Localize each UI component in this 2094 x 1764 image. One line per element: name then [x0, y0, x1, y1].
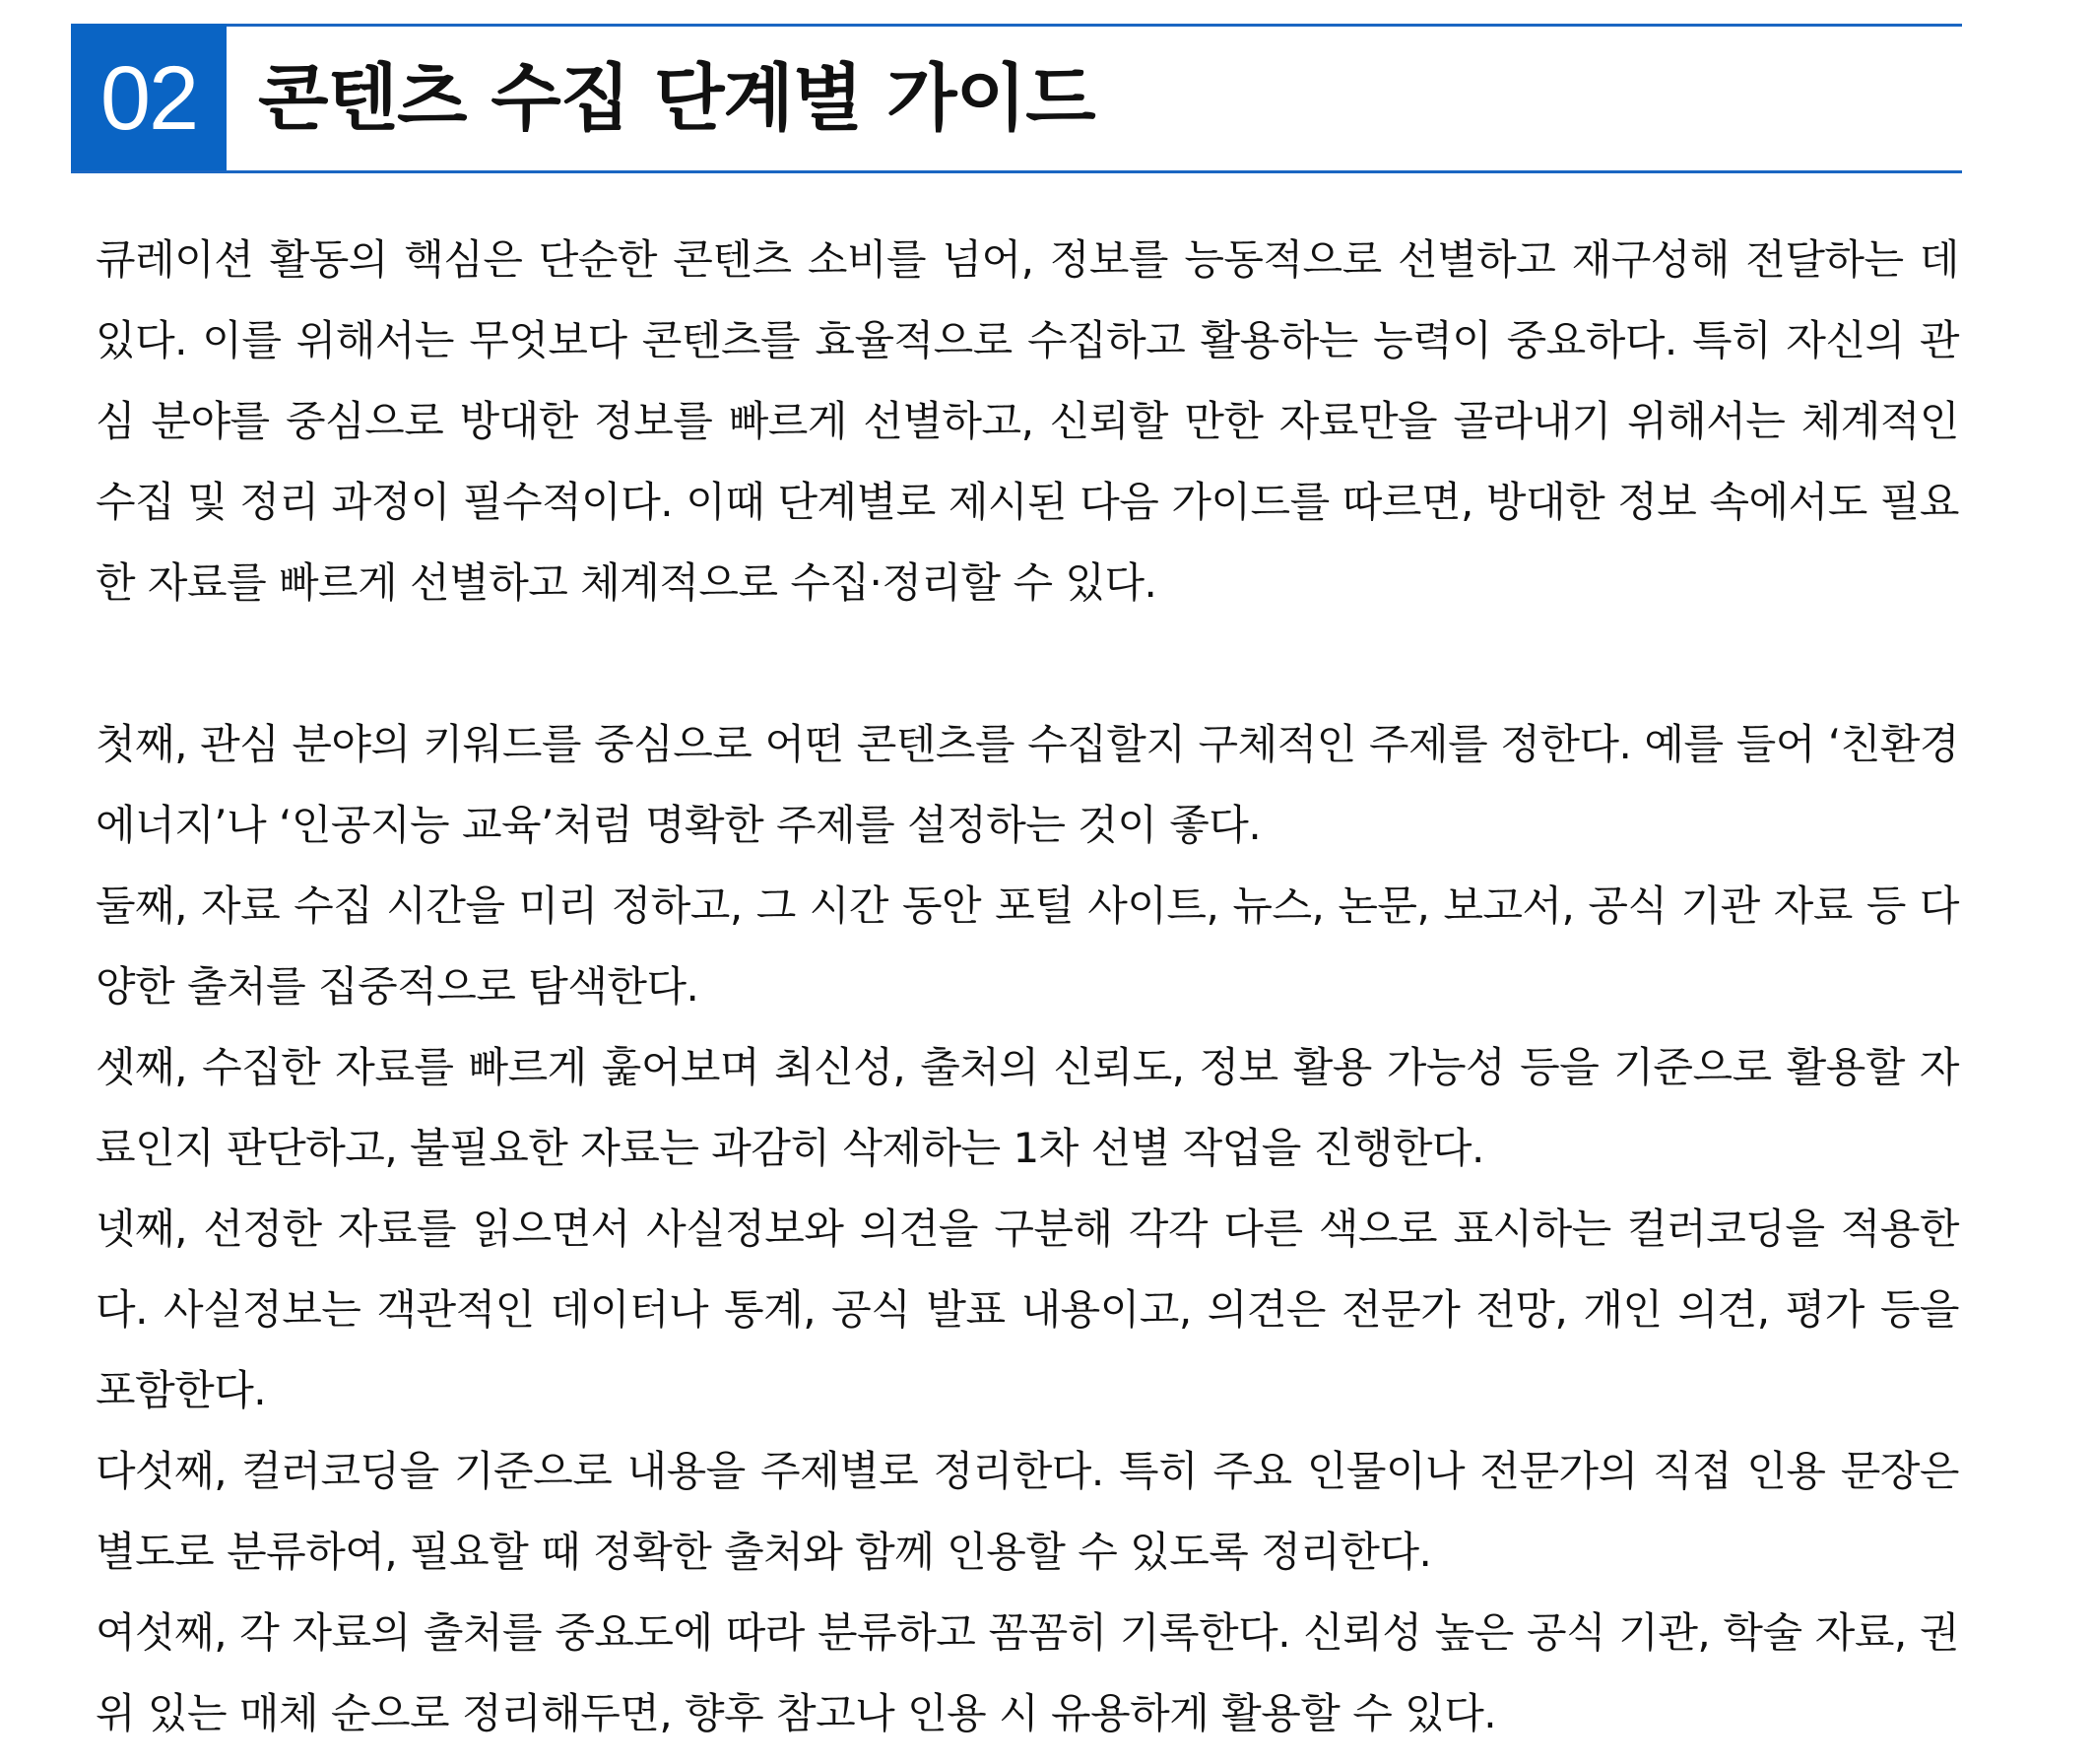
step-paragraph-2: 둘째, 자료 수집 시간을 미리 정하고, 그 시간 동안 포털 사이트, 뉴스, 논문, 보고서, 공식 기관 자료 등 다양한 출처를 집중적으로 탐색한다. — [96, 882, 1959, 1011]
step-paragraph-1: 첫째, 관심 분야의 키워드를 중심으로 어떤 콘텐츠를 수집할지 구체적인 주제를 정한다. 예를 들어 ‘친환경 에너지’나 ‘인공지능 교육’처럼 명확한 주제를 설정하는 것이 좋다. — [96, 720, 1959, 849]
step-paragraph-6: 여섯째, 각 자료의 출처를 중요도에 따라 분류하고 꼼꼼히 기록한다. 신뢰성 높은 공식 기관, 학술 자료, 권위 있는 매체 순으로 정리해두면, 향후 참고나 인용 시 유용하게 활용할 수 있다. — [96, 1608, 1959, 1737]
section-header — [71, 24, 1962, 173]
section-number-badge: 02 — [71, 24, 227, 173]
step-paragraph-4: 넷째, 선정한 자료를 읽으면서 사실정보와 의견을 구분해 각각 다른 색으로 표시하는 컬러코딩을 적용한다. 사실정보는 객관적인 데이터나 통계, 공식 발표 내용이고, 의견은 전문가 전망, 개인 의견, 평가 등을 포함한다. — [96, 1205, 1959, 1414]
step-paragraph-5: 다섯째, 컬러코딩을 기준으로 내용을 주제별로 정리한다. 특히 주요 인물이나 전문가의 직접 인용 문장은 별도로 분류하여, 필요할 때 정확한 출처와 함께 인용할 수 있도록 정리한다. — [96, 1447, 1959, 1576]
intro-paragraph: 큐레이션 활동의 핵심은 단순한 콘텐츠 소비를 넘어, 정보를 능동적으로 선별하고 재구성해 전달하는 데 있다. 이를 위해서는 무엇보다 콘텐츠를 효율적으로 수집하고 활용하는 능력이 중요하다. 특히 자신의 관심 분야를 중심으로 방대한 정보를 빠르게 선별하고, 신뢰할 만한 자료만을 골라내기 위해서는 체계적인 수집 및 정리 과정이 필수적이다. 이때 단계별로 제시된 다음 가이드를 따르면, 방대한 정보 속에서도 필요한 자료를 빠르게 선별하고 체계적으로 수집·정리할 수 있다. — [96, 235, 1959, 607]
article-body — [96, 220, 1959, 1754]
step-paragraph-3: 셋째, 수집한 자료를 빠르게 훑어보며 최신성, 출처의 신뢰도, 정보 활용 가능성 등을 기준으로 활용할 자료인지 판단하고, 불필요한 자료는 과감히 삭제하는 1차 선별 작업을 진행한다. — [96, 1043, 1959, 1172]
section-title: 콘텐츠 수집 단계별 가이드 — [258, 56, 1095, 141]
header-bottom-rule — [71, 170, 1962, 173]
